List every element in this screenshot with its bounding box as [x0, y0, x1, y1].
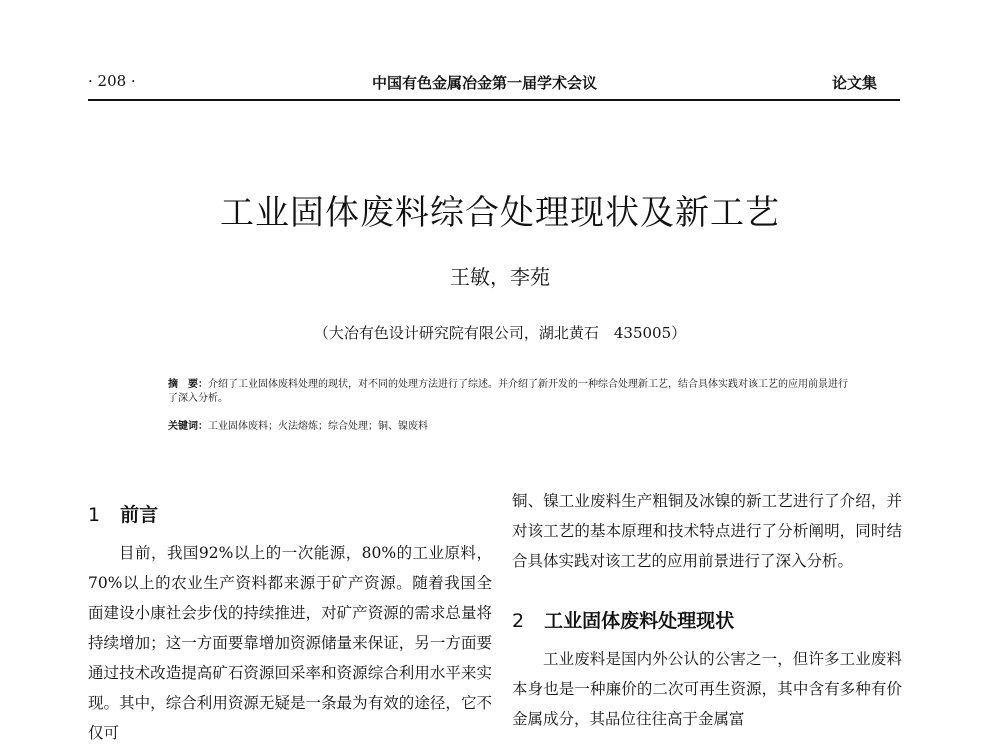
paper-authors: 王敏，李苑: [450, 265, 550, 289]
section-2-heading: [512, 606, 734, 633]
abstract-text: 介绍了工业固体废料处理的现状，对不同的处理方法进行了综述。并介绍了新开发的一种综合处理新工艺，结合具体实践对该工艺的应用前景进行了深入分析。: [168, 379, 848, 404]
section-2-number: 2: [512, 610, 525, 632]
paper-affiliation: （大冶有色设计研究院有限公司，湖北黄石 435005）: [313, 324, 687, 342]
paper-title: 工业固体废料综合处理现状及新工艺: [220, 193, 780, 233]
section-2-paragraph: 工业废料是国内外公认的公害之一，但许多工业废料本身也是一种廉价的二次可再生资源，其中含有多种有价金属成分，其品位往往高于金属富: [512, 650, 902, 728]
abstract: [168, 378, 848, 406]
section-1-paragraph: 目前，我国92%以上的一次能源，80%的工业原料，70%以上的农业生产资料都来源于矿产资源。随着我国全面建设小康社会步伐的持续推进，对矿产资源的需求总量将持续增加；这一方面要靠增加资源储量来保证，另一方面要通过技术改造提高矿石资源回采率和资源综合利用水平来实现。其中，综合利用资源无疑是一条最为有效的途径，它不仅可: [88, 544, 492, 742]
section-1-heading: [88, 500, 158, 527]
section-1-title: 前言: [120, 504, 159, 526]
keywords-label: 关键词：: [168, 421, 208, 432]
keywords-text: 工业固体废料；火法熔炼；综合处理；铜、镍废料: [208, 421, 428, 432]
abstract-label: 摘 要：: [168, 379, 208, 390]
page-number: · 208 ·: [88, 72, 136, 90]
running-header-conference: 中国有色金属冶金第一届学术会议: [372, 74, 598, 92]
running-header-section: 论文集: [832, 74, 878, 92]
section-2-title: 工业固体废料处理现状: [544, 610, 735, 632]
keywords: [168, 420, 848, 434]
section-1-number: 1: [88, 504, 101, 526]
header-rule: [88, 99, 900, 101]
right-column-continuation: 铜、镍工业废料生产粗铜及冰镍的新工艺进行了介绍，并对该工艺的基本原理和技术特点进行了分析阐明，同时结合具体实践对该工艺的应用前景进行了深入分析。: [512, 492, 902, 570]
